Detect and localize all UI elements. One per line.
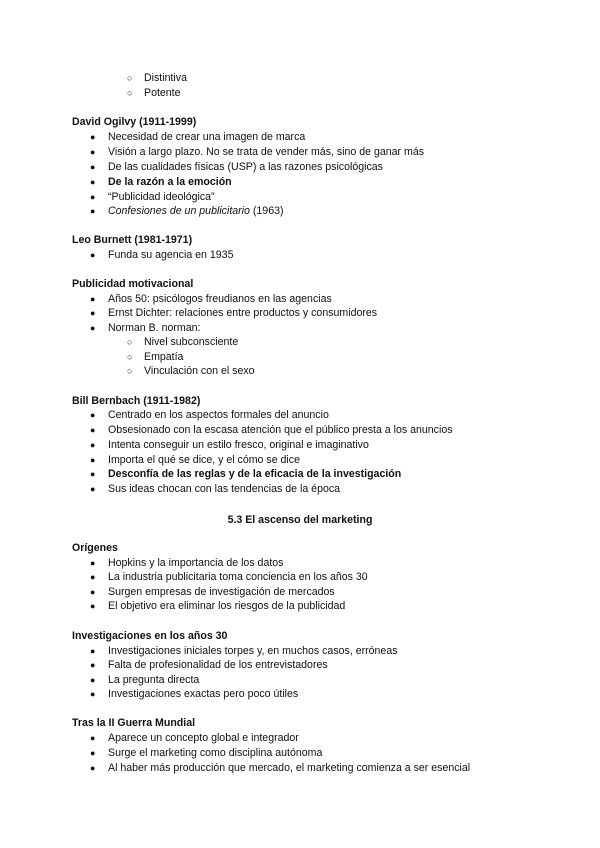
- list-item: ● El objetivo era eliminar los riesgos de la publicidad: [90, 600, 346, 612]
- section-heading-bernbach: Bill Bernbach (1911-1982): [72, 395, 201, 407]
- filled-bullet-icon: ●: [90, 425, 96, 435]
- filled-bullet-icon: ●: [90, 587, 96, 597]
- hollow-bullet-icon: ○: [127, 88, 133, 98]
- filled-bullet-icon: ●: [90, 206, 96, 216]
- filled-bullet-icon: ●: [90, 675, 96, 685]
- section-heading-investigaciones: Investigaciones en los años 30: [72, 630, 228, 642]
- filled-bullet-icon: ●: [90, 410, 96, 420]
- list-item: ● De la razón a la emoción: [90, 176, 232, 188]
- list-item: ● Ernst Dichter: relaciones entre productos y consumidores: [90, 307, 378, 319]
- filled-bullet-icon: ●: [90, 132, 96, 142]
- list-item: ● De las cualidades físicas (USP) a las razones psicológicas: [90, 161, 383, 173]
- list-item: ● Obsesionado con la escasa atención que el público presta a los anuncios: [90, 424, 453, 436]
- filled-bullet-icon: ●: [90, 484, 96, 494]
- filled-bullet-icon: ●: [90, 323, 96, 333]
- book-title: Confesiones de un publicitario: [108, 205, 250, 217]
- section-heading-origenes: Orígenes: [72, 542, 118, 554]
- list-item: ○ Nivel subconsciente: [127, 336, 239, 348]
- list-item: ● Surgen empresas de investigación de mercados: [90, 586, 335, 598]
- filled-bullet-icon: ●: [90, 177, 96, 187]
- list-item: ● “Publicidad ideológica”: [90, 191, 215, 203]
- list-item: ○ Potente: [127, 87, 181, 99]
- list-item: ● Investigaciones exactas pero poco útiles: [90, 688, 299, 700]
- filled-bullet-icon: ●: [90, 192, 96, 202]
- list-item: ● Aparece un concepto global e integrador: [90, 732, 299, 744]
- list-item: ● Visión a largo plazo. No se trata de vender más, sino de ganar más: [90, 146, 425, 158]
- list-item: ● La pregunta directa: [90, 674, 200, 686]
- book-year: (1963): [252, 205, 284, 217]
- filled-bullet-icon: ●: [90, 308, 96, 318]
- list-item: ● Importa el qué se dice, y el cómo se dice: [90, 454, 300, 466]
- section-heading-guerra: Tras la II Guerra Mundial: [72, 717, 196, 729]
- list-item: ● Intenta conseguir un estilo fresco, original e imaginativo: [90, 439, 369, 451]
- list-item: ● Necesidad de crear una imagen de marca: [90, 131, 306, 143]
- list-item: ● Centrado en los aspectos formales del anuncio: [90, 409, 329, 421]
- filled-bullet-icon: ●: [90, 660, 96, 670]
- list-item: ○ Empatía: [127, 351, 184, 363]
- list-item: ● Hopkins y la importancia de los datos: [90, 557, 284, 569]
- filled-bullet-icon: ●: [90, 294, 96, 304]
- list-item: ● Desconfía de las reglas y de la eficacia de la investigación: [90, 468, 402, 480]
- list-item: ● Funda su agencia en 1935: [90, 249, 234, 261]
- filled-bullet-icon: ●: [90, 558, 96, 568]
- list-item: ● Sus ideas chocan con las tendencias de la época: [90, 483, 341, 495]
- filled-bullet-icon: ●: [90, 601, 96, 611]
- filled-bullet-icon: ●: [90, 763, 96, 773]
- hollow-bullet-icon: ○: [127, 352, 133, 362]
- list-item: ● Al haber más producción que mercado, el marketing comienza a ser esencial: [90, 762, 471, 774]
- filled-bullet-icon: ●: [90, 689, 96, 699]
- filled-bullet-icon: ●: [90, 250, 96, 260]
- filled-bullet-icon: ●: [90, 147, 96, 157]
- list-item: ● Investigaciones iniciales torpes y, en muchos casos, erróneas: [90, 645, 398, 657]
- filled-bullet-icon: ●: [90, 748, 96, 758]
- filled-bullet-icon: ●: [90, 469, 96, 479]
- list-item: [90, 204, 284, 218]
- list-item: ○ Distintiva: [127, 72, 187, 84]
- section-heading-burnett: Leo Burnett (1981-1971): [72, 234, 193, 246]
- list-item: ● Años 50: psicólogos freudianos en las agencias: [90, 293, 332, 305]
- hollow-bullet-icon: ○: [127, 337, 133, 347]
- list-item: ● Surge el marketing como disciplina autónoma: [90, 747, 323, 759]
- section-heading-motivacional: Publicidad motivacional: [72, 278, 194, 290]
- section-heading-ogilvy: David Ogilvy (1911-1999): [72, 116, 197, 128]
- list-item: ● La industria publicitaria toma conciencia en los años 30: [90, 571, 368, 583]
- filled-bullet-icon: ●: [90, 646, 96, 656]
- filled-bullet-icon: ●: [90, 733, 96, 743]
- filled-bullet-icon: ●: [90, 440, 96, 450]
- filled-bullet-icon: ●: [90, 455, 96, 465]
- list-item: ● Falta de profesionalidad de los entrevistadores: [90, 659, 328, 671]
- filled-bullet-icon: ●: [90, 162, 96, 172]
- hollow-bullet-icon: ○: [127, 73, 133, 83]
- list-item: ● Norman B. norman:: [90, 322, 201, 334]
- hollow-bullet-icon: ○: [127, 366, 133, 376]
- filled-bullet-icon: ●: [90, 572, 96, 582]
- list-item: ○ Vinculación con el sexo: [127, 365, 255, 377]
- section-title: 5.3 El ascenso del marketing: [227, 514, 373, 526]
